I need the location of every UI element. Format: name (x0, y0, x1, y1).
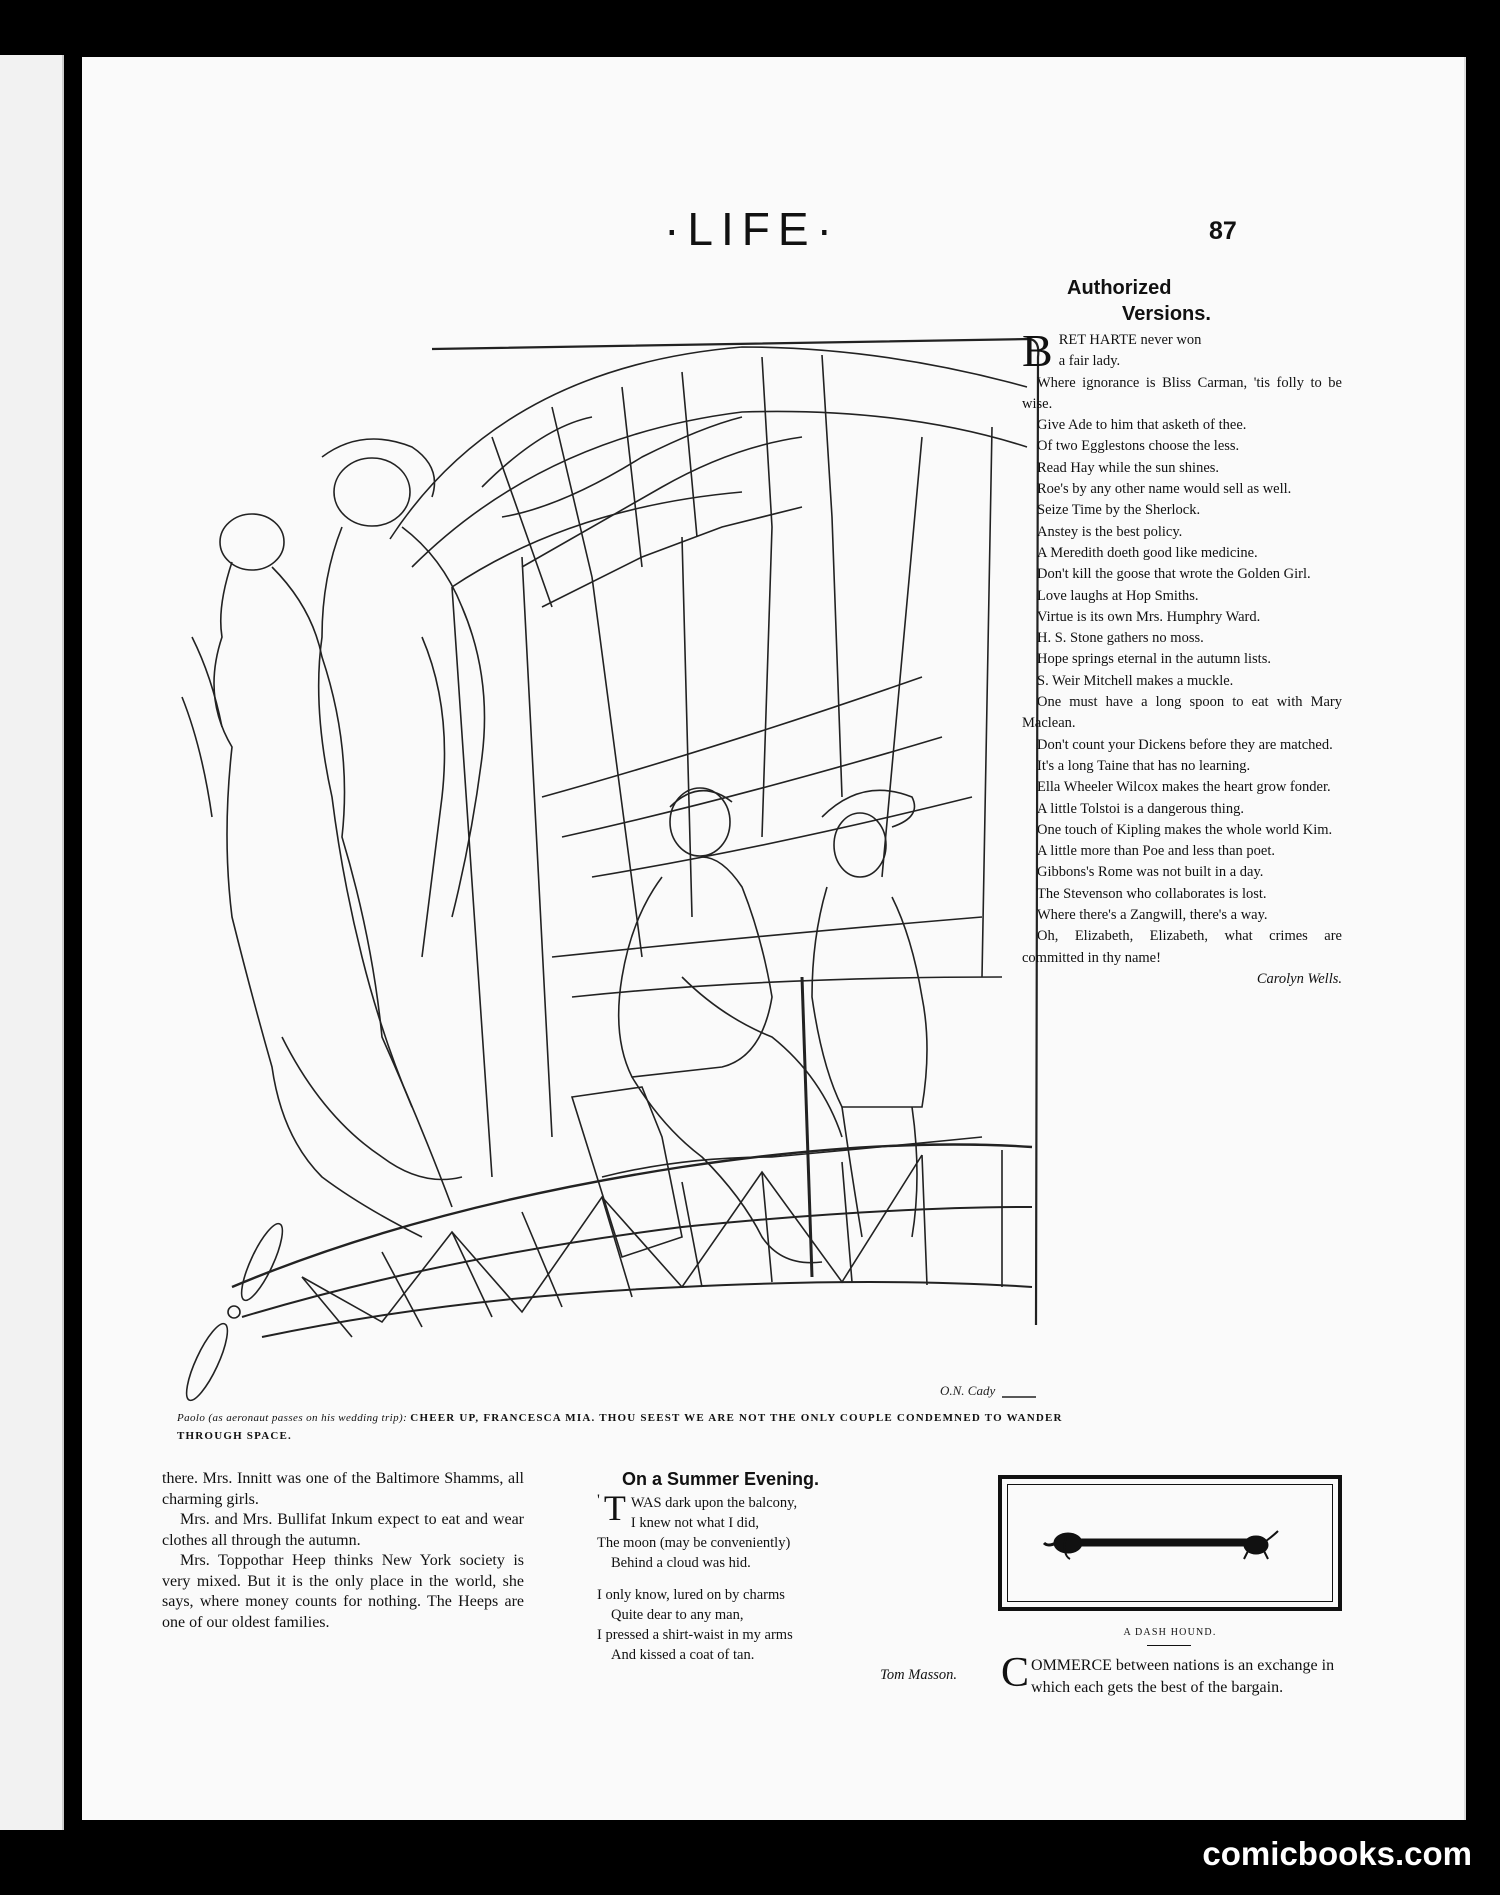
illustration-caption (177, 1409, 1097, 1445)
authorized-version-line: S. Weir Mitchell makes a muckle. (1037, 672, 1234, 689)
authorized-version-line: One touch of Kipling makes the whole world Kim. (1037, 821, 1333, 838)
authorized-version-line: One must have a long spoon to eat with Mary Maclean. (1022, 694, 1342, 732)
authorized-version-line: Gibbons's Rome was not built in a day. (1037, 864, 1264, 881)
authorized-version-line: Give Ade to him that asketh of thee. (1037, 417, 1247, 434)
drop-cap-b: B (1022, 325, 1053, 376)
authorized-version-line: It's a long Taine that has no learning. (1037, 757, 1251, 774)
authorized-version-line: Roe's by any other name would sell as well. (1037, 481, 1292, 498)
previous-page-edge (0, 55, 64, 1830)
masthead: ·LIFE· (664, 203, 840, 255)
authorized-version-line: Where ignorance is Bliss Carman, 'tis folly to be wise. (1022, 374, 1342, 412)
caption-lead: Paolo (as aeronaut passes on his wedding trip): (177, 1412, 408, 1424)
dash-hound-icon (1008, 1485, 1332, 1601)
society-paragraph: Mrs. Toppothar Heep thinks New York society is very mixed. But it is the only place in the world, she says, where money counts for nothing. The Heeps are one of our oldest families. (162, 1552, 524, 1631)
dash-hound-cartoon (998, 1475, 1342, 1611)
watermark: comicbooks.com (1202, 1835, 1472, 1872)
drop-cap-t: T (603, 1488, 626, 1528)
poem-title: On a Summer Evening. (622, 1469, 820, 1489)
authorized-version-line: Hope springs eternal in the autumn lists. (1037, 651, 1271, 668)
authorized-version-line: Read Hay while the sun shines. (1037, 459, 1220, 476)
poem-author: Tom Masson. (880, 1667, 957, 1683)
authorized-version-line: Ella Wheeler Wilcox makes the heart grow fonder. (1037, 779, 1331, 796)
authorized-version-line: A little Tolstoi is a dangerous thing. (1037, 800, 1244, 817)
artist-signature: O.N. Cady (940, 1383, 996, 1398)
page-number: 87 (1209, 217, 1237, 245)
divider (1147, 1645, 1191, 1646)
society-paragraph: Mrs. and Mrs. Bullifat Inkum expect to eat and wear clothes all through the autumn. (162, 1511, 524, 1549)
commerce-joke: C OMMERCE between nations is an exchange in which each gets the best of the bargain. (1001, 1650, 1335, 1696)
authorized-version-line: The Stevenson who collaborates is lost. (1037, 885, 1267, 902)
authorized-version-line: Oh, Elizabeth, Elizabeth, what crimes are committed in thy name! (1022, 928, 1342, 966)
aeronaut-illustration (122, 277, 1072, 1407)
authorized-version-line: Don't kill the goose that wrote the Golden Girl. (1037, 566, 1311, 583)
authorized-version-line: Of two Egglestons choose the less. (1037, 438, 1240, 455)
poem-stanza: ' T WAS dark upon the balcony, I knew not what I did, The moon (may be conveniently) Behind a cloud was hid. (597, 1488, 798, 1571)
society-paragraph: there. Mrs. Innitt was one of the Baltimore Shamms, all charming girls. (162, 1470, 524, 1508)
authorized-versions-title: Authorized Versions. (1067, 277, 1211, 325)
authorized-versions-column (1022, 275, 1342, 990)
authorized-version-line: Love laughs at Hop Smiths. (1037, 587, 1199, 604)
authorized-version-line: Virtue is its own Mrs. Humphry Ward. (1037, 608, 1261, 625)
magazine-page (82, 57, 1464, 1820)
summer-evening-poem (597, 1469, 957, 1685)
authorized-version-line: A Meredith doeth good like medicine. (1037, 544, 1258, 561)
authorized-version-line: Don't count your Dickens before they are matched. (1037, 736, 1333, 753)
dash-hound-caption: A DASH HOUND. (1123, 1627, 1217, 1638)
society-column (162, 1469, 524, 1633)
authorized-version-line: Where there's a Zangwill, there's a way. (1037, 907, 1268, 924)
caption-quote: CHEER UP, FRANCESCA MIA. THOU SEEST WE ARE NOT THE ONLY COUPLE CONDEMNED TO WANDER THROUGH SPACE. (177, 1412, 1063, 1442)
authorized-versions-list (1022, 373, 1342, 969)
authorized-version-line: Anstey is the best policy. (1037, 523, 1183, 540)
authorized-version-line: A little more than Poe and less than poet. (1037, 843, 1275, 860)
authorized-versions-opening: B RET HARTE never won a fair lady. (1022, 325, 1202, 376)
authorized-version-line: Seize Time by the Sherlock. (1037, 502, 1201, 519)
authorized-version-line: H. S. Stone gathers no moss. (1037, 630, 1204, 647)
authorized-versions-author: Carolyn Wells. (1256, 970, 1342, 987)
poem-stanza: I only know, lured on by charms Quite dear to any man, I pressed a shirt-waist in my arms And kissed a coat of tan. (597, 1587, 793, 1663)
drop-cap-c: C (1001, 1650, 1030, 1696)
